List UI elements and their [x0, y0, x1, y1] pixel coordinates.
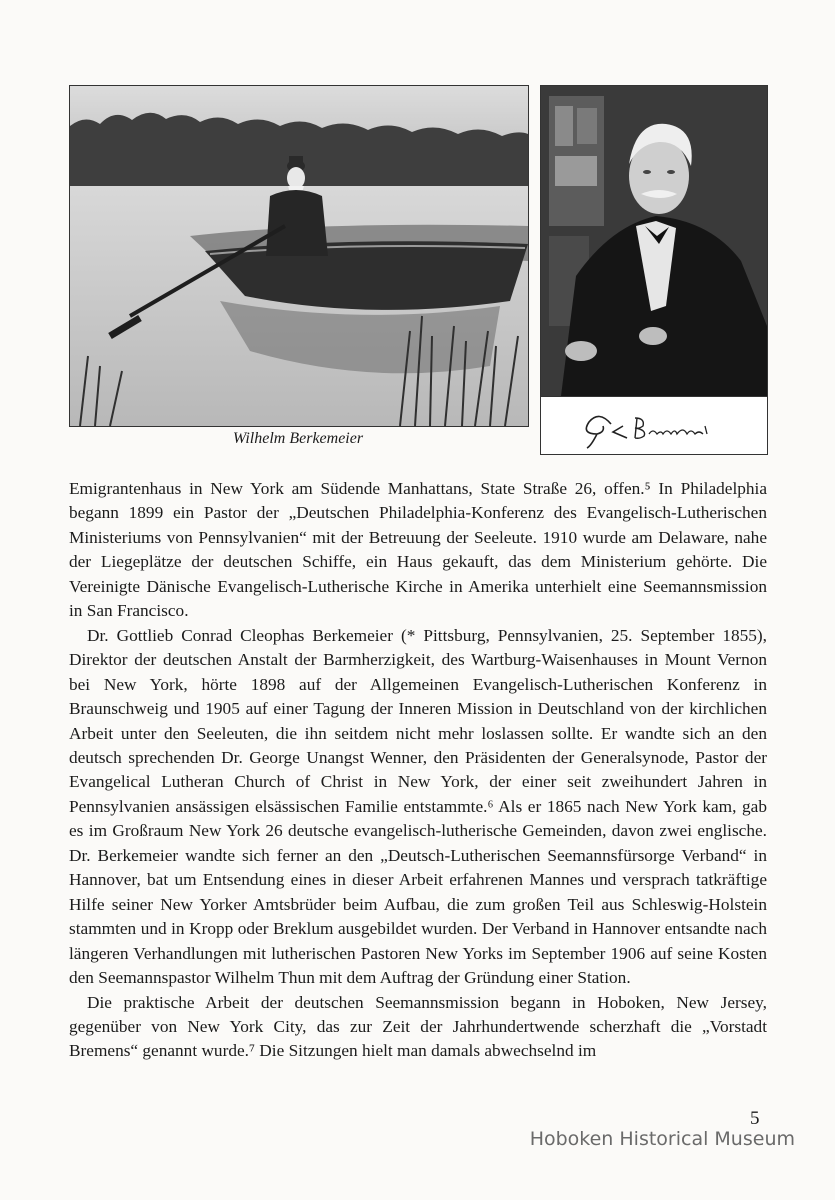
- photo-berkemeier-portrait: [541, 86, 767, 397]
- museum-watermark: Hoboken Historical Museum: [529, 1128, 795, 1150]
- paragraph: Emigrantenhaus in New York am Südende Manhattans, State Straße 26, offen.⁵ In Philadelphia begann 1899 ein Pastor der „Deutschen Philadelphia-Konferenz des Evangelisch-Lutherischen Ministeriums von Pennsylvanien“ mit der Betreuung der Seeleute. 1910 wurde am Delaware, nahe der Liegeplätze der deutschen Schiffe, ein Haus gekauft, das dem Ministerium gehörte. Die Vereinigte Dänische Evangelisch-Lutherische Kirche in Amerika unterhielt eine Seemannsmission in San Francisco.: [69, 479, 767, 621]
- rowboat-photo-image: [70, 86, 528, 426]
- photo-berkemeier-rowboat: [69, 85, 529, 427]
- signature-image: [541, 404, 767, 450]
- paragraph: Dr. Gottlieb Conrad Cleophas Berkemeier (* Pittsburg, Pennsylvanien, 25. September 1855), Direktor der deutschen Anstalt der Barmherzigkeit, des Wartburg-Waisenhauses in Mount Vernon bei New York, hörte 1898 auf der Allgemeinen Evangelisch-Lutherischen Konferenz in Braunschweig und 1905 auf einer Tagung der Inneren Mission in Deutschland von der kirchlichen Arbeit unter den Seeleuten, die ihn seitdem nicht mehr loslassen sollte. Er wandte sich an den deutsch sprechenden Dr. George Unangst Wenner, den Präsidenten der Generalsynode, Pastor der Evangelical Lutheran Church of Christ in New York, der einer seit zweihundert Jahren in Pennsylvanien ansässigen elsässischen Familie entstammte.⁶ Als er 1865 nach New York kam, gab es im Großraum New York 26 deutsche evangelisch-lutherische Gemeinden, davon zwei englische. Dr. Berkemeier wandte sich ferner an den „Deutsch-Lutherischen Seemannsfürsorge Verband“ in Hannover, bat um Entsendung eines in dieser Arbeit erfahrenen Mannes und versprach tatkräftige Hilfe seiner New Yorker Amtsbrüder beim Aufbau, die zum großen Teil aus Schleswig-Holstein stammten und in Kropp oder Breklum ausgebildet wurden. Der Verband in Hannover entsandte nach längeren Verhandlungen mit lutherischen Pastoren New Yorks im September 1906 auf seine Kosten den Seemannspastor Wilhelm Thun mit dem Auftrag der Gründung einer Station.: [69, 625, 767, 988]
- body-text: [69, 477, 767, 1064]
- page-number: 5: [750, 1108, 760, 1129]
- portrait-photo-image: [541, 86, 767, 396]
- paragraph: Die praktische Arbeit der deutschen Seemannsmission begann in Hoboken, New Jersey, gegenüber von New York City, das zur Zeit der Jahrhundertwende scherzhaft die „Vorstadt Bremens“ genannt wurde.⁷ Die Sitzungen hielt man damals abwechselnd im: [69, 992, 767, 1061]
- signature-area: [541, 404, 767, 450]
- photo-caption: Wilhelm Berkemeier: [232, 430, 364, 447]
- portrait-frame: [540, 85, 768, 455]
